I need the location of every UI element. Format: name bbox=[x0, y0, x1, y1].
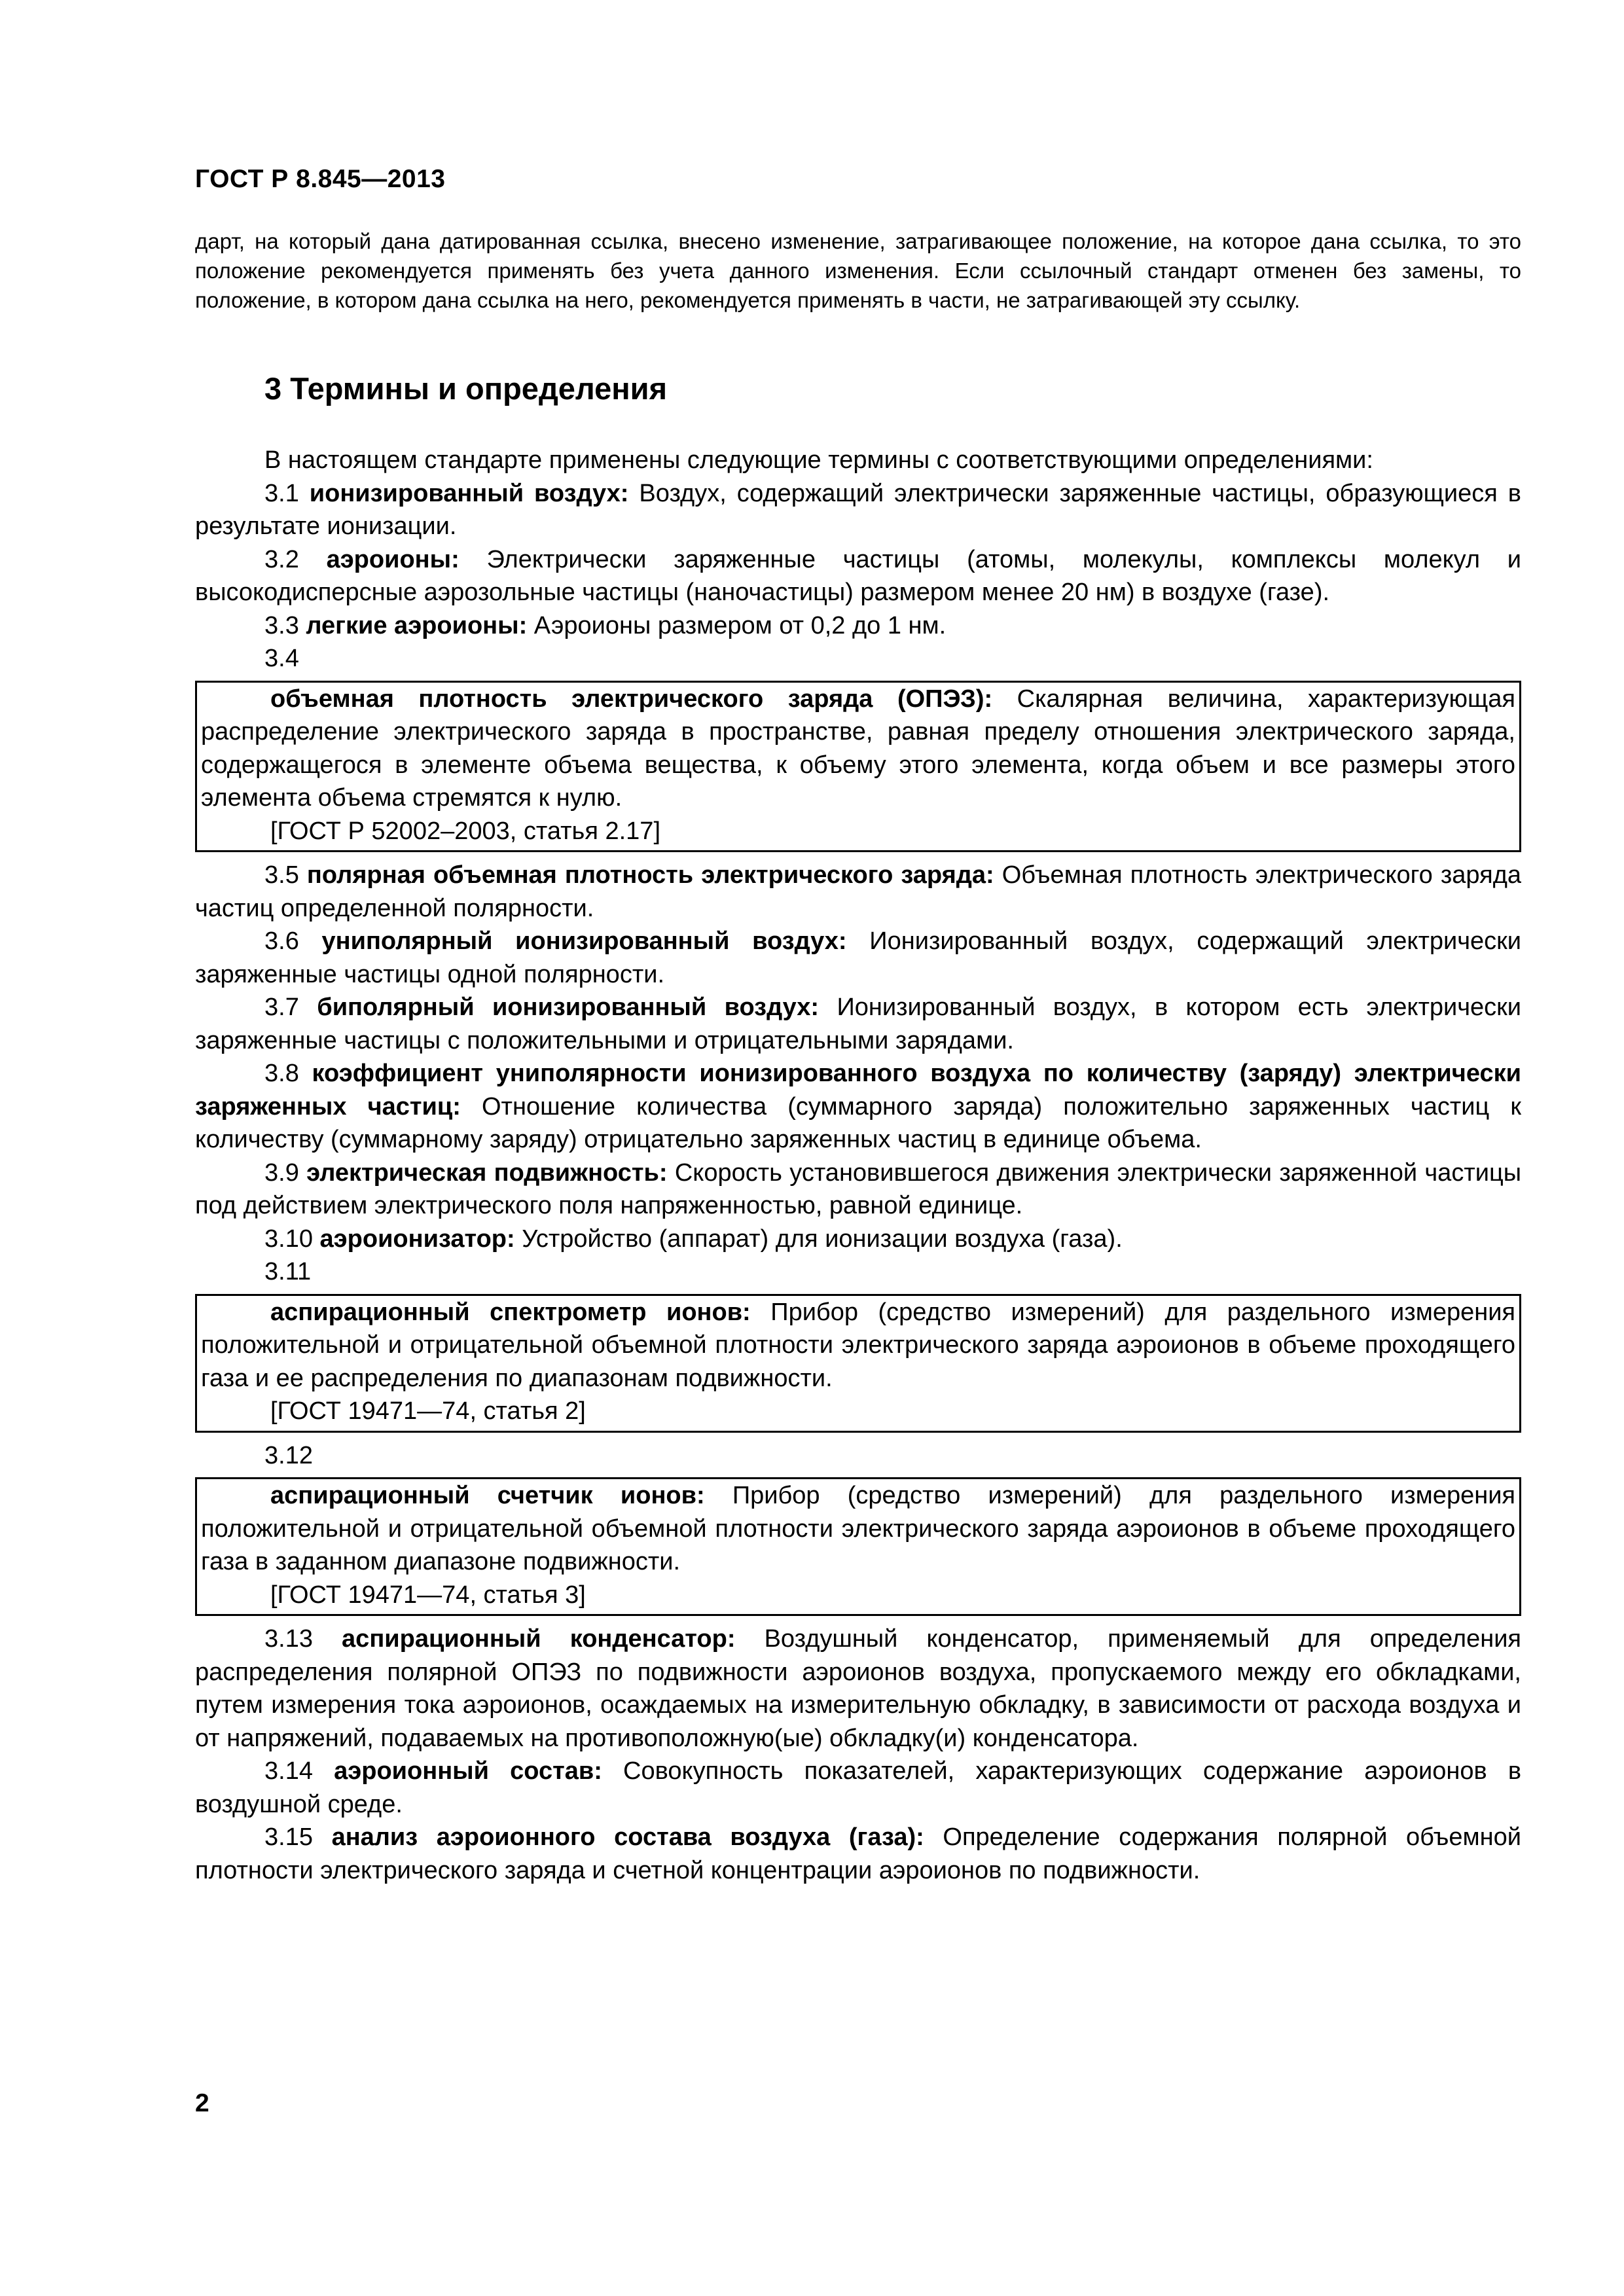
term-definition: Прибор (средство измерений) для раздельного измерения положительной и отрицательной объемной плотности электрического заряда аэроионов в объеме проходящего газа и ее распределения по диапазонам подвижности. bbox=[201, 1298, 1516, 1392]
term-3-3 bbox=[195, 609, 1521, 643]
term-name: аэроионы: bbox=[326, 545, 460, 573]
term-3-4 bbox=[201, 683, 1515, 815]
term-3-2 bbox=[195, 543, 1521, 609]
term-3-12-number: 3.12 bbox=[264, 1441, 313, 1469]
term-reference: [ГОСТ Р 52002–2003, статья 2.17] bbox=[270, 817, 660, 845]
section-lead: В настоящем стандарте применены следующие термины с соответствующими определениями: bbox=[264, 446, 1373, 474]
term-definition: Определение содержания полярной объемной плотности электрического заряда и счетной концентрации аэроионов по подвижности. bbox=[195, 1823, 1522, 1884]
term-3-13 bbox=[195, 1623, 1521, 1755]
term-reference: [ГОСТ 19471—74, статья 2] bbox=[270, 1397, 586, 1425]
term-definition: Аэроионы размером от 0,2 до 1 нм. bbox=[533, 611, 947, 639]
intro-paragraph: дарт, на который дана датированная ссылка, внесено изменение, затрагивающее положение, на которое дана ссылка, то это положение рекомендуется применять без учета данного изменения. Если ссылочный стандарт отменен без замены, то положение, в котором дана ссылка на него, рекомендуется применять в части, не затрагивающей эту ссылку. bbox=[195, 229, 1521, 312]
term-definition: Совокупность показателей, характеризующих содержание аэроионов в воздушной среде. bbox=[195, 1757, 1521, 1818]
term-number: 3.15 bbox=[264, 1823, 313, 1851]
term-3-15 bbox=[195, 1821, 1521, 1887]
document-page bbox=[195, 0, 1521, 2296]
term-3-12 bbox=[201, 1479, 1515, 1579]
term-number: 3.1 bbox=[264, 479, 299, 507]
term-3-5 bbox=[195, 859, 1521, 925]
term-name: аспирационный счетчик ионов: bbox=[270, 1482, 705, 1509]
term-definition: Электрически заряженные частицы (атомы, молекулы, комплексы молекул и высокодисперсные аэрозольные частицы (наночастицы) размером менее 20 нм) в воздухе (газе). bbox=[195, 545, 1521, 606]
term-3-7 bbox=[195, 991, 1521, 1057]
term-3-11-number: 3.11 bbox=[264, 1258, 312, 1285]
term-definition: Прибор (средство измерений) для раздельного измерения положительной и отрицательной объемной плотности электрического заряда аэроионов в объеме проходящего газа в заданном диапазоне подвижности. bbox=[201, 1482, 1515, 1575]
term-3-1 bbox=[195, 477, 1521, 543]
term-3-10 bbox=[195, 1223, 1521, 1256]
term-number: 3.2 bbox=[264, 545, 299, 573]
term-3-6 bbox=[195, 925, 1521, 991]
term-number: 3.14 bbox=[264, 1757, 313, 1785]
term-reference: [ГОСТ 19471—74, статья 3] bbox=[270, 1581, 586, 1609]
term-number: 3.10 bbox=[264, 1225, 313, 1253]
term-name: аэроионизатор: bbox=[319, 1225, 515, 1253]
term-definition: Объемная плотность электрического заряда частиц определенной полярности. bbox=[195, 861, 1521, 922]
term-definition: Скорость установившегося движения электрически заряженной частицы под действием электрического поля напряженностью, равной единице. bbox=[195, 1158, 1522, 1219]
term-name: объемная плотность электрического заряда (ОПЭЗ): bbox=[270, 685, 993, 713]
term-name: униполярный ионизированный воздух: bbox=[321, 927, 847, 955]
term-number: 3.9 bbox=[264, 1158, 299, 1187]
term-definition: Ионизированный воздух, содержащий электрически заряженные частицы одной полярности. bbox=[195, 927, 1522, 988]
term-3-8 bbox=[195, 1057, 1521, 1157]
term-definition: Воздушный конденсатор, применяемый для определения распределения полярной ОПЭЗ по подвижности аэроионов воздуха, пропускаемого между его обкладками, путем измерения тока аэроионов, осаждаемых на измерительную обкладку, в зависимости от расхода воздуха и от напряжений, подаваемых на противоположную(ые) обкладку(и) конденсатора. bbox=[195, 1625, 1521, 1752]
term-name: анализ аэроионного состава воздуха (газа): bbox=[331, 1823, 924, 1851]
term-3-11-box bbox=[195, 1294, 1521, 1433]
term-3-14 bbox=[195, 1755, 1521, 1821]
term-definition: Скалярная величина, характеризующая распределение электрического заряда в пространстве, равная пределу отношения электрического заряда, содержащегося в элементе объема вещества, к объему этого элемента, когда объем и все размеры этого элемента объема стремятся к нулю. bbox=[201, 685, 1515, 812]
term-name: легкие аэроионы: bbox=[306, 611, 528, 639]
term-3-12-box bbox=[195, 1477, 1521, 1616]
term-number: 3.13 bbox=[264, 1625, 313, 1653]
term-number: 3.7 bbox=[264, 994, 299, 1021]
term-number: 3.3 bbox=[264, 611, 299, 639]
term-name: электрическая подвижность: bbox=[306, 1158, 668, 1187]
term-3-11 bbox=[201, 1296, 1515, 1395]
term-number: 3.8 bbox=[264, 1060, 299, 1087]
term-definition: Отношение количества (суммарного заряда) положительно заряженных частиц к количеству (суммарному заряду) отрицательно заряженных частиц в единице объема. bbox=[195, 1092, 1521, 1153]
term-3-4-number: 3.4 bbox=[264, 645, 299, 672]
document-header: ГОСТ Р 8.845—2013 bbox=[195, 165, 446, 193]
term-3-9 bbox=[195, 1157, 1521, 1223]
term-name: аспирационный спектрометр ионов: bbox=[270, 1298, 751, 1326]
term-name: биполярный ионизированный воздух: bbox=[317, 994, 820, 1021]
term-number: 3.6 bbox=[264, 927, 299, 955]
term-number: 3.5 bbox=[264, 861, 299, 889]
term-definition: Воздух, содержащий электрически заряженные частицы, образующиеся в результате ионизации. bbox=[195, 479, 1521, 540]
term-name: аспирационный конденсатор: bbox=[342, 1625, 736, 1653]
term-definition: Ионизированный воздух, в котором есть электрически заряженные частицы с положительными и отрицательными зарядами. bbox=[195, 994, 1521, 1054]
term-definition: Устройство (аппарат) для ионизации воздуха (газа). bbox=[522, 1225, 1123, 1253]
section-title: 3 Термины и определения bbox=[264, 371, 667, 406]
term-name: ионизированный воздух: bbox=[309, 479, 629, 507]
term-3-4-box bbox=[195, 681, 1521, 853]
terms-body bbox=[195, 444, 1521, 1887]
term-name: коэффициент униполярности ионизированного воздуха по количеству (заряду) электрически заряженных частиц: bbox=[195, 1060, 1521, 1121]
page-number: 2 bbox=[195, 2089, 209, 2117]
term-name: аэроионный состав: bbox=[334, 1757, 602, 1785]
term-name: полярная объемная плотность электрического заряда: bbox=[306, 861, 994, 889]
